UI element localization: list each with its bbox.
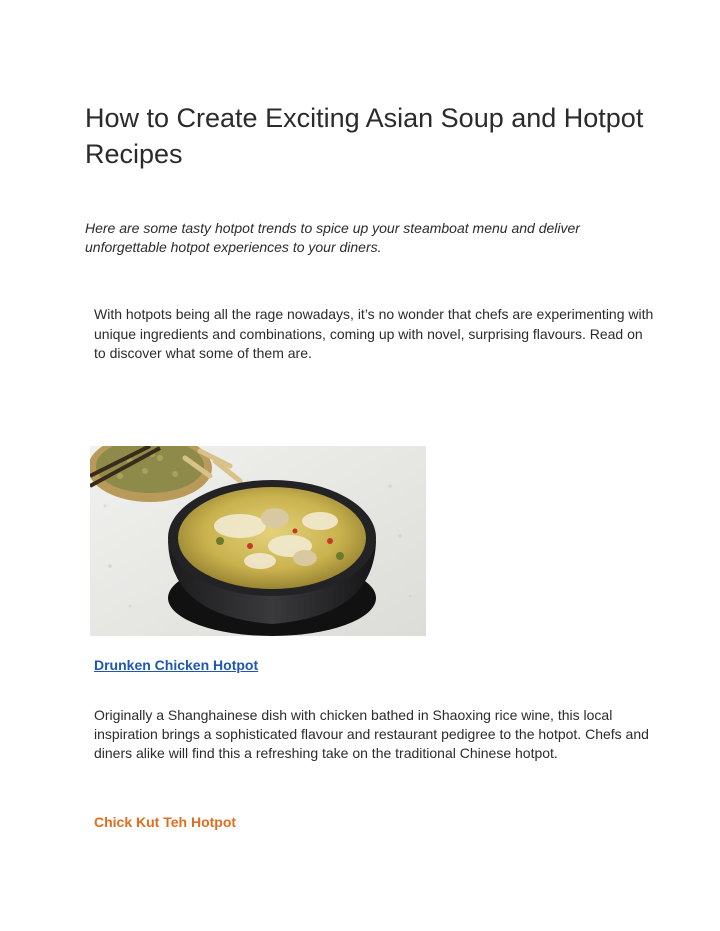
article-subtitle: Here are some tasty hotpot trends to spice up your steamboat menu and deliver unforgettable hotpot experiences to your diners. — [85, 220, 580, 255]
section-heading-chick-kut-teh-hotpot: Chick Kut Teh Hotpot — [94, 814, 237, 830]
intro-paragraph: With hotpots being all the rage nowadays, it’s no wonder that chefs are experimenting with unique ingredients and combinations, coming up with novel, surprising flavours. Read on to discover what some of them are. — [94, 306, 654, 361]
page-title: How to Create Exciting Asian Soup and Hotpot Recipes — [85, 103, 644, 169]
section-heading-drunken-chicken-hotpot[interactable]: Drunken Chicken Hotpot — [94, 657, 259, 673]
hotpot-soup-photo — [90, 446, 426, 636]
section-body-drunken-chicken-hotpot: Originally a Shanghainese dish with chicken bathed in Shaoxing rice wine, this local inspiration brings a sophisticated flavour and restaurant pedigree to the hotpot. Chefs and diners alike will find this a refreshing take on the traditional Chinese hotpot. — [94, 707, 649, 762]
